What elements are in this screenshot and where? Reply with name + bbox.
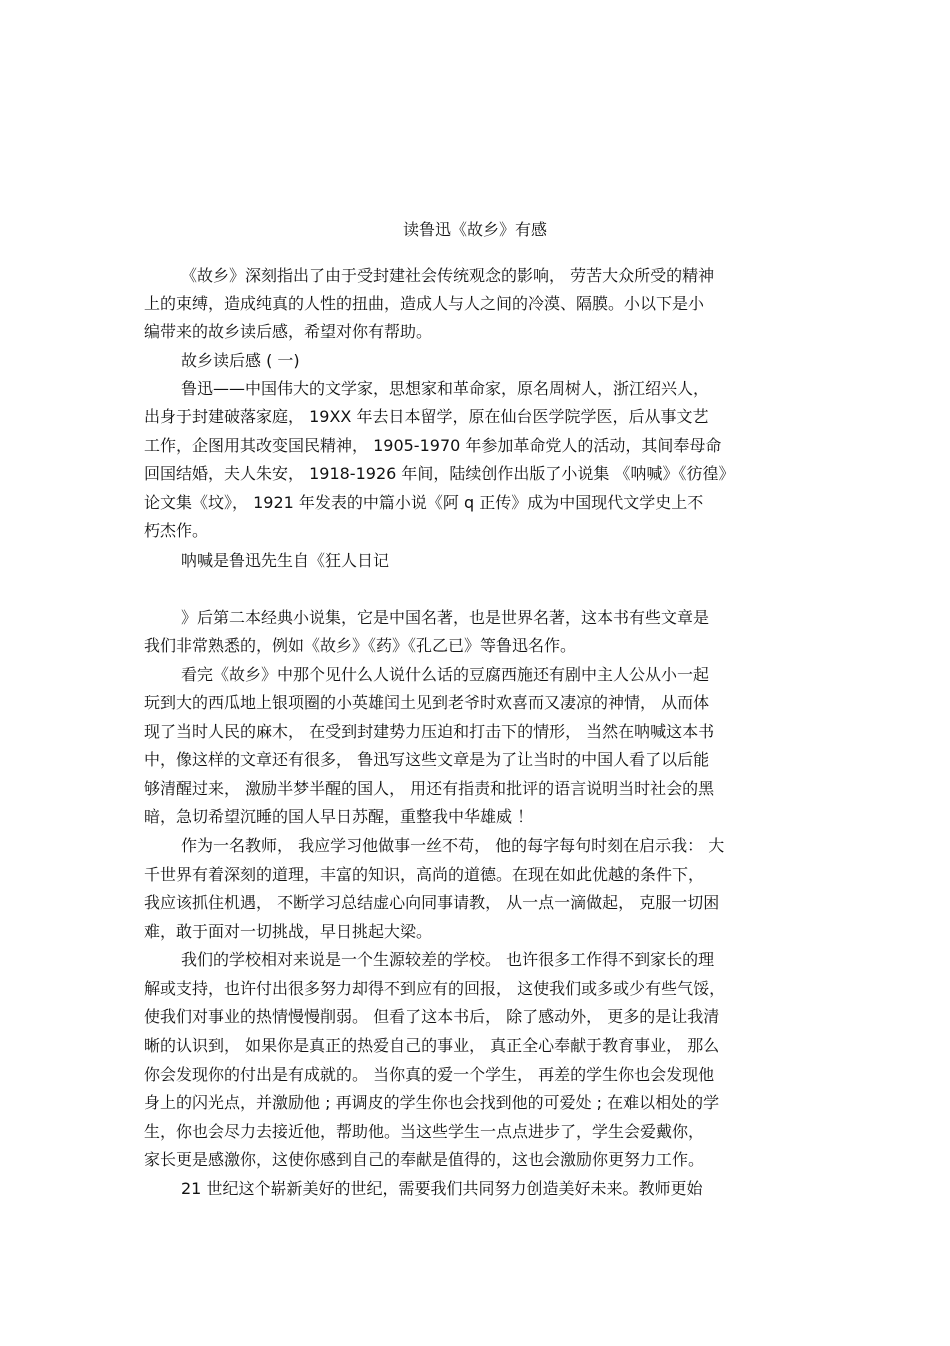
text-line: 看完《故乡》中那个见什么人说什么话的豆腐西施还有剧中主人公从小一起: [181, 665, 710, 684]
text-line: 中，像这样的文章还有很多， 鲁迅写这些文章是为了让当时的中国人看了以后能: [144, 750, 710, 769]
text-line: 编带来的故乡读后感，希望对你有帮助。: [144, 322, 433, 341]
text-line: 晰的认识到， 如果你是真正的热爱自己的事业， 真正全心奉献于教育事业， 那么: [144, 1036, 720, 1055]
text-line: 身上的闪光点，并激励他 ; 再调皮的学生你也会找到他的可爱处 ; 在难以相处的学: [144, 1093, 720, 1112]
document-title: 读鲁迅《故乡》有感: [402, 220, 547, 239]
text-line: 难，敢于面对一切挑战，早日挑起大梁。: [144, 922, 433, 941]
text-line: 千世界有着深刻的道理，丰富的知识，高尚的道德。在现在如此优越的条件下，: [144, 865, 705, 884]
text-line: 玩到大的西瓜地上银项圈的小英雄闰土见到老爷时欢喜而又凄凉的神情， 从而体: [144, 693, 710, 712]
text-line: 使我们对事业的热情慢慢削弱。 但看了这本书后， 除了感动外， 更多的是让我清: [144, 1007, 720, 1026]
text-line: 够清醒过来， 激励半梦半醒的国人， 用还有指责和批评的语言说明当时社会的黑: [144, 779, 715, 798]
text-line: 你会发现你的付出是有成就的。 当你真的爱一个学生， 再差的学生你也会发现他: [144, 1065, 715, 1084]
text-line: 工作，企图用其改变国民精神， 1905-1970 年参加革命党人的活动，其间奉母命: [144, 436, 722, 455]
text-line: 我应该抓住机遇， 不断学习总结虚心向同事请教， 从一点一滴做起， 克服一切困: [144, 893, 720, 912]
text-line: 《故乡》深刻指出了由于受封建社会传统观念的影响， 劳苦大众所受的精神: [181, 266, 715, 285]
text-line: 生，你也会尽力去接近他，帮助他。当这些学生一点点进步了，学生会爱戴你，: [144, 1122, 705, 1141]
text-line: 现了当时人民的麻木， 在受到封建势力压迫和打击下的情形， 当然在呐喊这本书: [144, 722, 715, 741]
text-line: 呐喊是鲁迅先生自《狂人日记: [181, 551, 390, 570]
text-line: 我们的学校相对来说是一个生源较差的学校。 也许很多工作得不到家长的理: [181, 950, 715, 969]
text-line: 我们非常熟悉的，例如《故乡》《药》《孔乙已》等鲁迅名作。: [144, 636, 577, 655]
text-line: 朽杰作。: [144, 521, 209, 540]
text-line: 家长更是感激你，这使你感到自己的奉献是值得的，这也会激励你更努力工作。: [144, 1150, 705, 1169]
text-line: 21 世纪这个崭新美好的世纪，需要我们共同努力创造美好未来。教师更始: [181, 1179, 703, 1198]
text-line: 上的束缚，造成纯真的人性的扭曲，造成人与人之间的冷漠、隔膜。小以下是小: [144, 294, 705, 313]
text-line: 论文集《坟》， 1921 年发表的中篇小说《阿 q 正传》成为中国现代文学史上不: [144, 493, 704, 512]
text-line: 》后第二本经典小说集，它是中国名著，也是世界名著，这本书有些文章是: [181, 608, 710, 627]
text-line: 暗，急切希望沉睡的国人早日苏醒，重整我中华雄威 ！: [144, 807, 534, 826]
text-line: 回国结婚，夫人朱安， 1918-1926 年间，陆续创作出版了小说集 《呐喊》《彷徨》: [144, 464, 735, 483]
text-line: 出身于封建破落家庭， 19XX 年去日本留学，原在仙台医学院学医，后从事文艺: [144, 407, 709, 426]
text-line: 鲁迅——中国伟大的文学家，思想家和革命家，原名周树人，浙江绍兴人，: [181, 379, 710, 398]
text-line: 作为一名教师， 我应学习他做事一丝不苟， 他的每字每句时刻在启示我： 大: [181, 836, 725, 855]
section-heading: 故乡读后感 ( 一): [181, 351, 300, 370]
text-line: 解或支持，也许付出很多努力却得不到应有的回报， 这使我们或多或少有些气馁，: [144, 979, 726, 998]
